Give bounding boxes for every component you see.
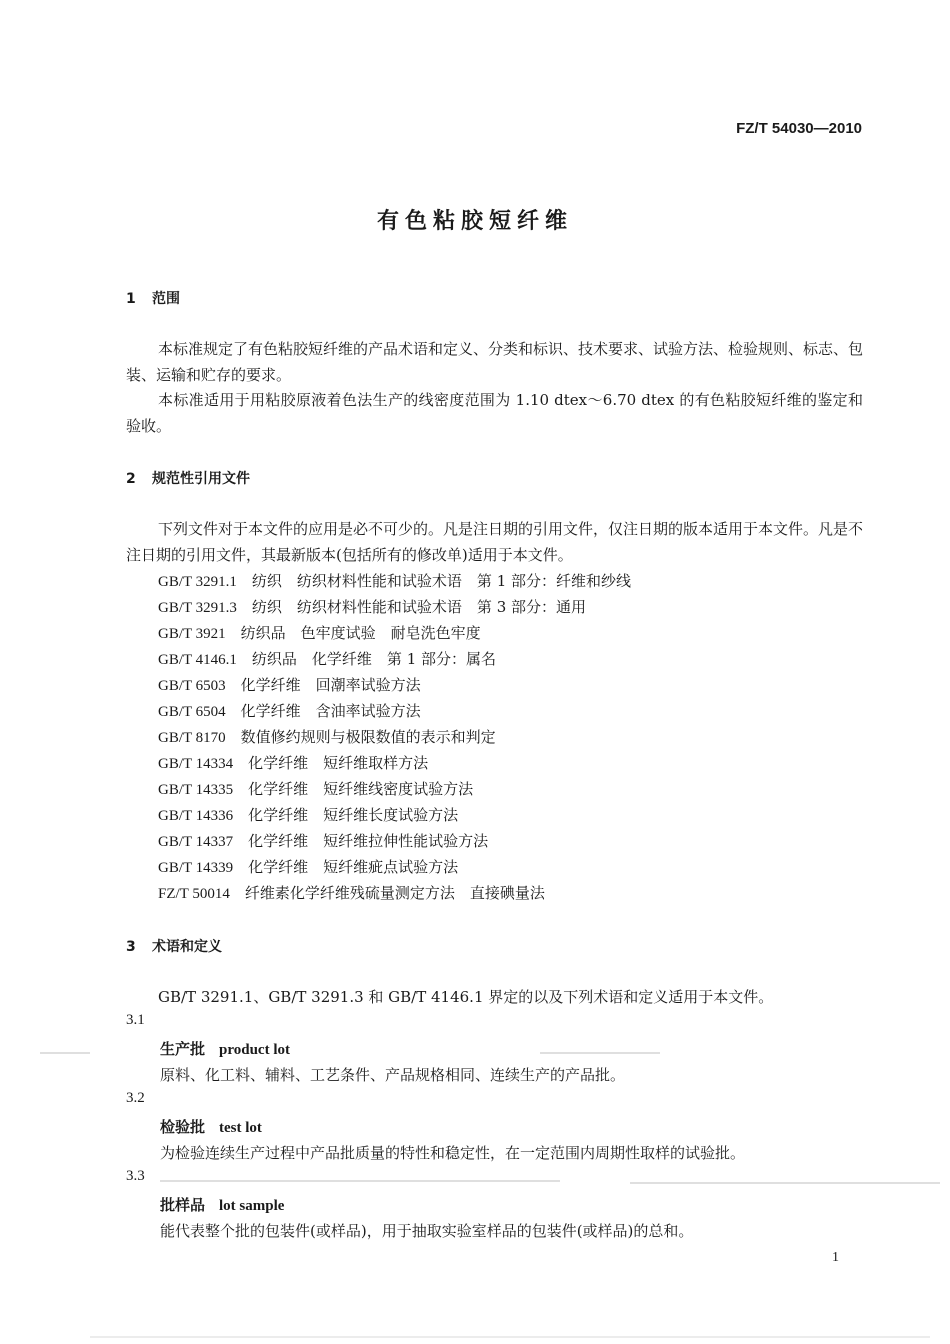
term-en: product lot [219,1042,290,1058]
reference-title: 化学纤维 含油率试验方法 [240,702,421,720]
section-number: 1 [126,291,136,307]
reference-title: 纺织 纺织材料性能和试验术语 第 3 部分：通用 [251,598,587,616]
term-zh: 检验批 [160,1118,206,1136]
reference-item [158,752,428,773]
term-number: 3.2 [126,1090,145,1106]
reference-code: GB/T 3291.1 [158,574,237,590]
section-heading-terms-definitions [126,936,222,956]
term-number: 3.1 [126,1012,145,1028]
document-title: 有色粘胶短纤维 [376,209,573,234]
section-title: 术语和定义 [152,939,222,955]
reference-code: GB/T 14336 [158,808,234,824]
paragraph: 本标准适用于用粘胶原液着色法生产的线密度范围为 1.10 dtex～6.70 dtex 的有色粘胶短纤维的鉴定和验收。 [126,391,863,435]
paragraph: 本标准规定了有色粘胶短纤维的产品术语和定义、分类和标识、技术要求、试验方法、检验规则、标志、包装、运输和贮存的要求。 [126,340,864,384]
term-name [160,1038,290,1059]
reference-title: 化学纤维 短纤维疵点试验方法 [248,858,459,876]
section-heading-scope [126,288,180,308]
term-definition: 能代表整个批的包装件(或样品)，用于抽取实验室样品的包装件(或样品)的总和。 [160,1222,694,1240]
reference-title: 纺织 纺织材料性能和试验术语 第 1 部分：纤维和纱线 [251,572,632,590]
scan-artifact [630,1182,940,1184]
reference-item [158,882,545,903]
reference-code: FZ/T 50014 [158,886,230,902]
section-number: 3 [126,939,136,955]
reference-item [158,596,586,617]
reference-item [158,674,421,695]
reference-item [158,804,458,825]
reference-code: GB/T 6503 [158,678,226,694]
section-heading-normative-references [126,468,250,488]
reference-code: GB/T 3921 [158,626,226,642]
term-name [160,1116,262,1137]
reference-item [158,830,488,851]
reference-item [158,570,631,591]
reference-item [158,726,496,747]
term-number: 3.3 [126,1168,145,1184]
scan-artifact [160,1180,560,1182]
term-zh: 批样品 [160,1196,206,1214]
reference-title: 纺织品 化学纤维 第 1 部分：属名 [251,650,497,668]
reference-item [158,648,496,669]
reference-item [158,700,421,721]
reference-title: 化学纤维 短纤维取样方法 [248,754,429,772]
reference-code: GB/T 14335 [158,782,234,798]
paragraph: GB/T 3291.1、GB/T 3291.3 和 GB/T 4146.1 界定的以及下列术语和定义适用于本文件。 [158,988,774,1006]
reference-title: 纤维素化学纤维残硫量测定方法 直接碘量法 [244,884,545,902]
term-en: test lot [219,1120,262,1136]
reference-code: GB/T 14337 [158,834,234,850]
reference-title: 数值修约规则与极限数值的表示和判定 [240,728,496,746]
scan-artifact [90,1336,930,1338]
scan-artifact [540,1052,660,1054]
section-number: 2 [126,471,136,487]
reference-code: GB/T 14334 [158,756,234,772]
reference-code: GB/T 14339 [158,860,234,876]
section-title: 范围 [152,291,180,307]
reference-item [158,622,481,643]
reference-title: 化学纤维 短纤维拉伸性能试验方法 [248,832,489,850]
scan-artifact [40,1052,90,1054]
reference-item [158,856,458,877]
reference-title: 化学纤维 回潮率试验方法 [240,676,421,694]
page-number: 1 [832,1250,839,1265]
term-en: lot sample [219,1198,285,1214]
reference-title: 纺织品 色牢度试验 耐皂洗色牢度 [240,624,481,642]
term-definition: 原料、化工料、辅料、工艺条件、产品规格相同、连续生产的产品批。 [160,1066,626,1084]
reference-code: GB/T 6504 [158,704,226,720]
term-definition: 为检验连续生产过程中产品批质量的特性和稳定性，在一定范围内周期性取样的试验批。 [160,1144,746,1162]
paragraph: 下列文件对于本文件的应用是必不可少的。凡是注日期的引用文件，仅注日期的版本适用于本文件。凡是不注日期的引用文件，其最新版本(包括所有的修改单)适用于本文件。 [126,520,864,564]
section-title: 规范性引用文件 [152,471,250,487]
term-zh: 生产批 [160,1040,206,1058]
reference-code: GB/T 8170 [158,730,226,746]
reference-title: 化学纤维 短纤维线密度试验方法 [248,780,474,798]
standard-number: FZ/T 54030—2010 [736,120,862,137]
term-name [160,1194,284,1215]
reference-code: GB/T 4146.1 [158,652,237,668]
reference-item [158,778,473,799]
reference-code: GB/T 3291.3 [158,600,237,616]
reference-title: 化学纤维 短纤维长度试验方法 [248,806,459,824]
